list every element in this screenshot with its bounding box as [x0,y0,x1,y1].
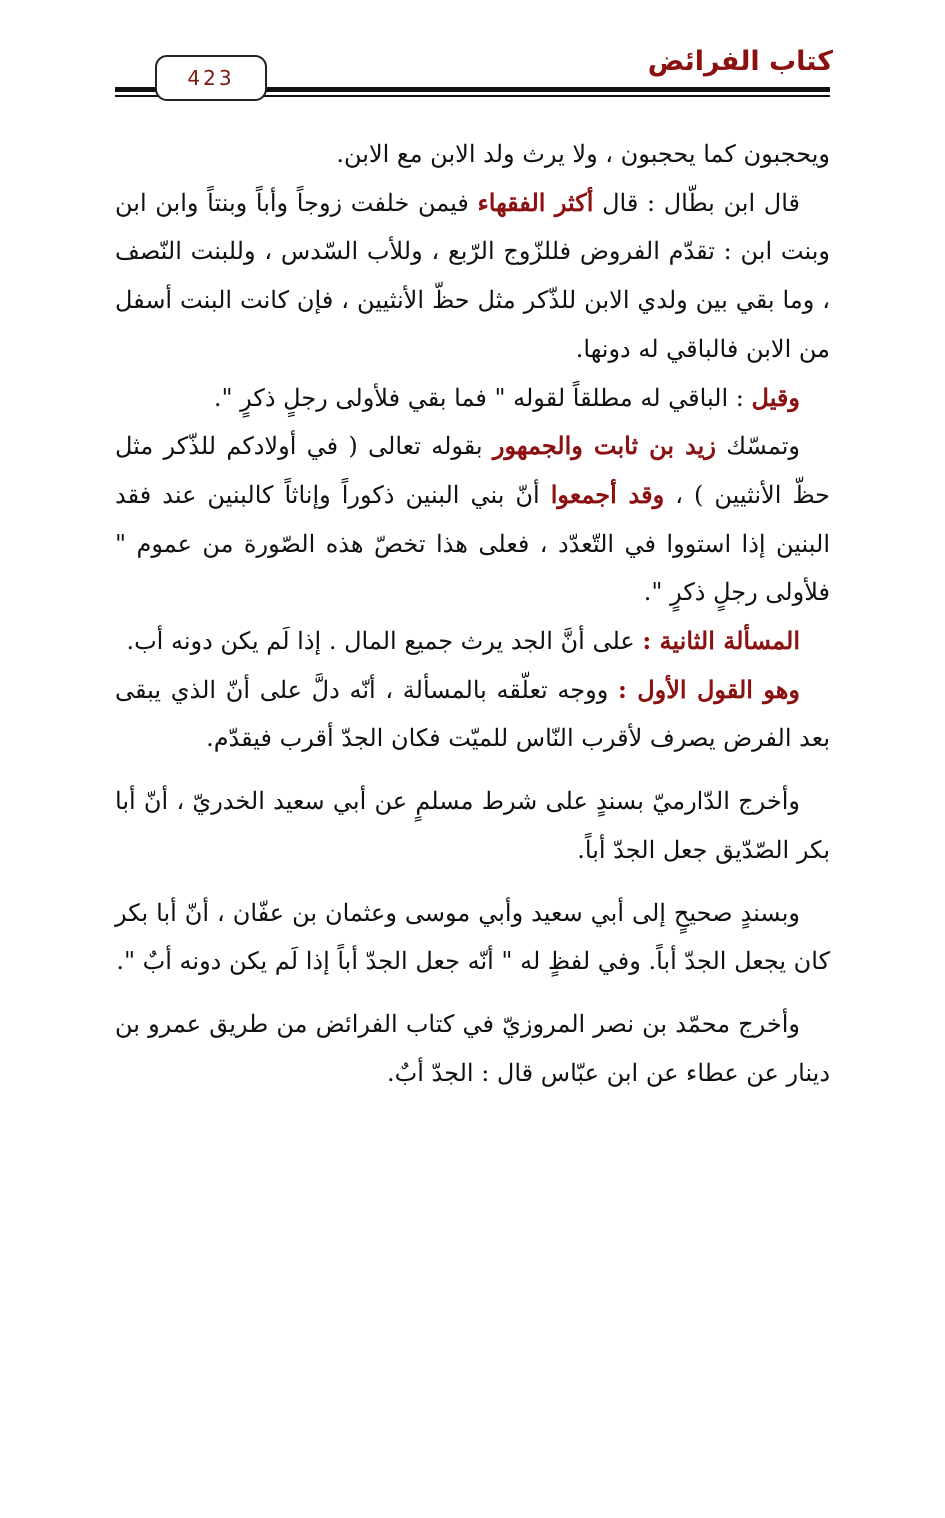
paragraph-p6 [115,666,830,763]
page-number: 423 [187,66,235,90]
paragraph-gap [115,763,830,777]
highlighted-term: وقيل [751,382,800,412]
text-segment: : الباقي له مطلقاً لقوله " فما بقي فلأولى رجلٍ ذكرٍ ". [213,383,752,412]
page-number-box [155,55,267,101]
highlighted-term: وقد أجمعوا [550,479,665,509]
page-body [115,130,830,1097]
page-header [0,0,945,110]
text-segment: وأخرج محمّد بن نصر المروزيّ في كتاب الفرائض من طريق عمرو بن دينار عن عطاء عن ابن عبّاس قال : الجدّ أبٌ. [115,1009,830,1087]
text-segment: وتمسّك [715,432,801,461]
paragraph-p2 [115,179,830,374]
paragraph-p8 [115,889,830,986]
paragraph-p9 [115,1000,830,1097]
highlighted-term: المسألة الثانية : [642,626,800,656]
text-segment: ويحجبون كما يحجبون ، ولا يرث ولد الابن مع الابن. [336,140,830,168]
text-segment: قال ابن بطّال : قال [593,188,801,217]
highlighted-term: أكثر الفقهاء [477,187,594,217]
text-segment: بقوله تعالى ( في أولادكم للذّكر مثل حظّ الأنثيين ) ، [115,432,831,509]
highlighted-term: زيد بن ثابت والجمهور [492,431,716,461]
text-segment: أنّ بني البنين ذكوراً وإناثاً كالبنين عند فقد البنين إذا استووا في التّعدّد ، فعلى هذا تخصّ هذه الصّورة من عموم " فلأولى رجلٍ ذكرٍ ". [115,480,830,607]
paragraph-gap [115,875,830,889]
highlighted-term: وهو القول الأول : [617,674,800,704]
text-segment: على أنَّ الجد يرث جميع المال . إذا لَم يكن دونه أب. [126,627,643,656]
paragraph-p4 [115,422,830,617]
text-segment: ووجه تعلّقه بالمسألة ، أنّه دلَّ على أنّ الذي يبقى بعد الفرض يصرف لأقرب النّاس للميّت فكان الجدّ أقرب فيقدّم. [115,675,830,753]
paragraph-gap [115,986,830,1000]
paragraph-p7 [115,777,830,874]
text-segment: وأخرج الدّارميّ بسندٍ على شرط مسلمٍ عن أبي سعيد الخدريّ ، أنّ أبا بكر الصّدّيق جعل الجدّ أباً. [115,787,830,864]
book-title: كتاب الفرائض [647,46,833,77]
text-segment: فيمن خلفت زوجاً وأباً وبنتاً وابن ابن وبنت ابن : تقدّم الفروض فللزّوج الرّبع ، وللأب السّدس ، وللبنت النّصف ، وما بقي بين ولدي الابن للذّكر مثل حظّ الأنثيين ، فإن كانت البنت أسفل من الابن فالباقي له دونها. [115,188,830,363]
paragraph-p1 [115,130,830,179]
paragraph-p3 [115,374,830,423]
paragraph-p5 [115,617,830,666]
text-segment: وبسندٍ صحيحٍ إلى أبي سعيد وأبي موسى وعثمان بن عفّان ، أنّ أبا بكر كان يجعل الجدّ أباً. وفي لفظٍ له " أنّه جعل الجدّ أباً إذا لَم يكن دونه أبٌ ". [115,898,830,976]
